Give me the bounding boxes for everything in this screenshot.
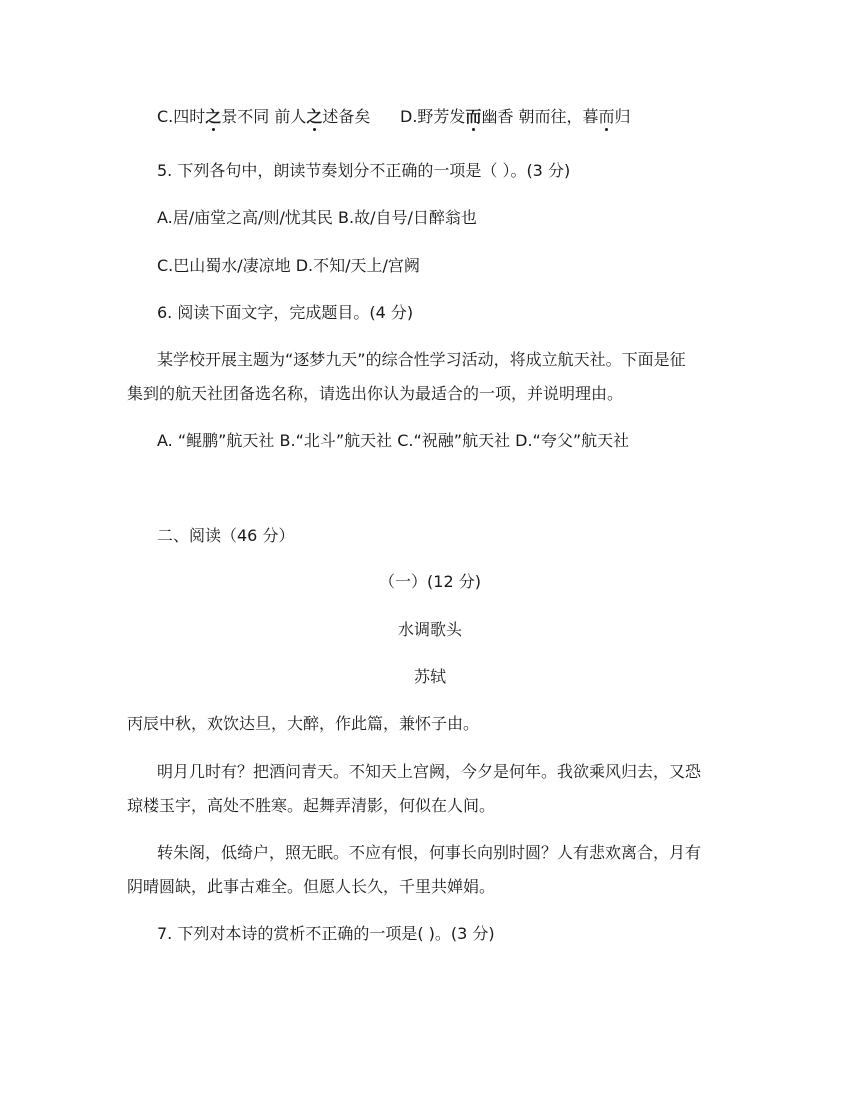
poem-title: 水调歌头 <box>397 620 462 639</box>
q6-stem: 6. 阅读下面文字，完成题目。(4 分) <box>157 303 414 322</box>
option-c-text: 景不同 前人 <box>221 107 307 126</box>
option-c-text: C.四时 <box>157 107 206 126</box>
option-d-text: 幽香 朝而往，暮 <box>481 107 599 126</box>
q4-option-c <box>157 107 370 127</box>
q5-options-ab: A.居/庙堂之高/则/忧其民 B.故/自号/日醉翁也 <box>157 208 477 227</box>
emphasis-char: 而 <box>598 107 615 126</box>
section-heading: 二、阅读（46 分） <box>157 526 295 545</box>
q6-paragraph-line2: 集到的航天社团备选名称，请选出你认为最适合的一项，并说明理由。 <box>127 384 624 403</box>
q6-options: A. “鲲鹏”航天社 B.“北斗”航天社 C.“祝融”航天社 D.“夸父”航天社 <box>157 431 630 450</box>
q5-options-cd: C.巴山蜀水/凄凉地 D.不知/天上/宫阙 <box>157 256 420 275</box>
emphasis-char: 而 <box>465 107 482 126</box>
poem-stanza2-line1: 转朱阁，低绮户，照无眠。不应有恨，何事长向别时圆？人有悲欢离合，月有 <box>157 843 702 862</box>
emphasis-char: 之 <box>306 107 323 126</box>
poem-stanza2-line2: 阴晴圆缺，此事古难全。但愿人长久，千里共婵娟。 <box>127 877 496 896</box>
poem-preface: 丙辰中秋，欢饮达旦，大醉，作此篇，兼怀子由。 <box>127 714 480 733</box>
q5-stem: 5. 下列各句中，朗读节奏划分不正确的一项是（ ）。(3 分) <box>157 161 571 180</box>
poem-stanza1-line2: 琼楼玉宇，高处不胜寒。起舞弄清影，何似在人间。 <box>127 796 496 815</box>
part-heading: （一）(12 分) <box>379 572 481 591</box>
q7-stem: 7. 下列对本诗的赏析不正确的一项是( )。(3 分) <box>157 924 495 943</box>
q6-paragraph-line1: 某学校开展主题为“逐梦九天”的综合性学习活动，将成立航天社。下面是征 <box>157 350 686 369</box>
option-d-text: 归 <box>614 107 631 126</box>
option-d-text: D.野芳发 <box>400 107 466 126</box>
poem-author: 苏轼 <box>413 667 446 686</box>
poem-stanza1-line1: 明月几时有？把酒问青天。不知天上宫阙，今夕是何年。我欲乘风归去，又恐 <box>157 762 702 781</box>
option-c-text: 述备矣 <box>322 107 371 126</box>
q4-option-d <box>400 107 631 127</box>
emphasis-char: 之 <box>205 107 222 126</box>
